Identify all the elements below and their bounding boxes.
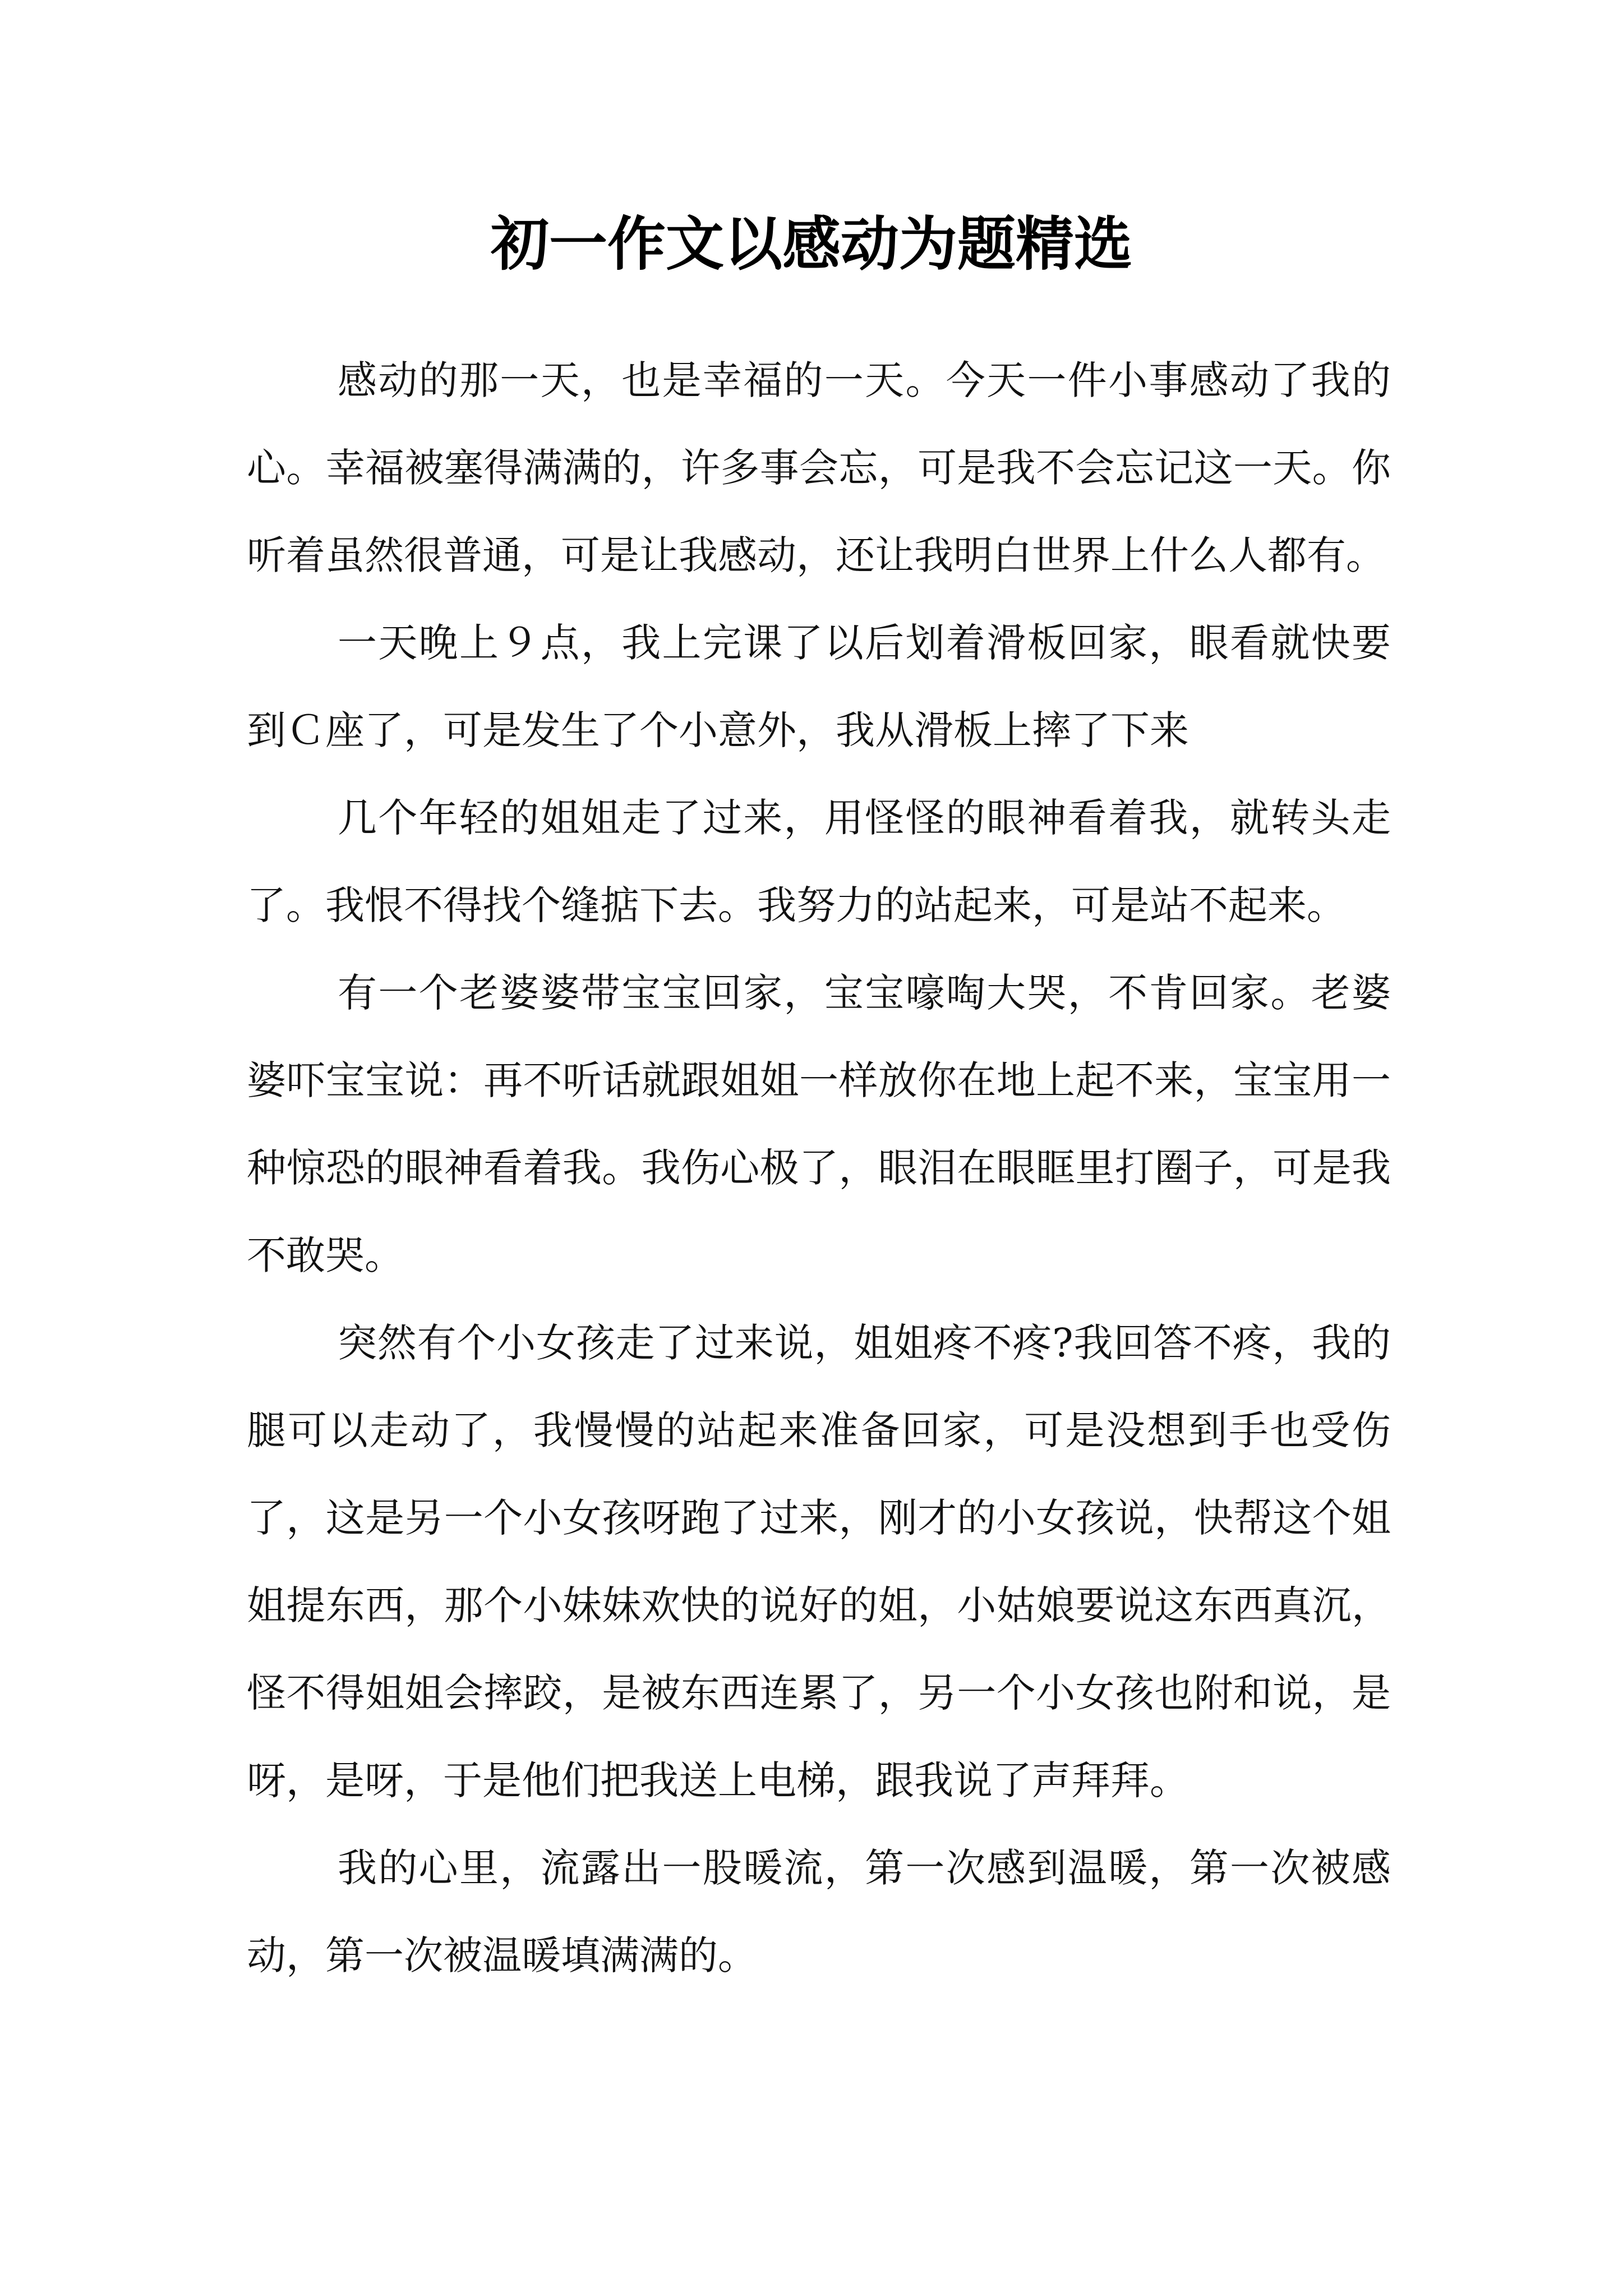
paragraph-5: 突然有个小女孩走了过来说，姐姐疼不疼?我回答不疼，我的腿可以走动了，我慢慢的站起来准备回家，可是没想到手也受伤了，这是另一个小女孩呀跑了过来，刚才的小女孩说，快帮这个姐姐提东西，那个小妹妹欢快的说好的姐，小姑娘要说这东西真沉，怪不得姐姐会摔跤，是被东西连累了，另一个小女孩也附和说，是呀，是呀，于是他们把我送上电梯，跟我说了声拜拜。	[247, 1320, 1391, 1803]
document-title: 初一作文以感动为题精选	[490, 209, 1132, 278]
paragraph-6: 我的心里，流露出一股暖流，第一次感到温暖，第一次被感动，第一次被温暖填满满的。	[247, 1845, 1391, 1978]
document-body	[247, 337, 1391, 1999]
paragraph-2: 一天晚上９点，我上完课了以后划着滑板回家，眼看就快要到Ｃ座了，可是发生了个小意外，我从滑板上摔了下来	[247, 620, 1391, 753]
paragraph-3: 几个年轻的姐姐走了过来，用怪怪的眼神看着我，就转头走了。我恨不得找个缝掂下去。我努力的站起来，可是站不起来。	[247, 795, 1391, 928]
paragraph-1: 感动的那一天，也是幸福的一天。今天一件小事感动了我的心。幸福被塞得满满的，许多事会忘，可是我不会忘记这一天。你听着虽然很普通，可是让我感动，还让我明白世界上什么人都有。	[247, 357, 1391, 578]
paragraph-4: 有一个老婆婆带宝宝回家，宝宝嚎啕大哭，不肯回家。老婆婆吓宝宝说：再不听话就跟姐姐一样放你在地上起不来，宝宝用一种惊恐的眼神看着我。我伤心极了，眼泪在眼眶里打圈子，可是我不敢哭。	[247, 970, 1391, 1278]
